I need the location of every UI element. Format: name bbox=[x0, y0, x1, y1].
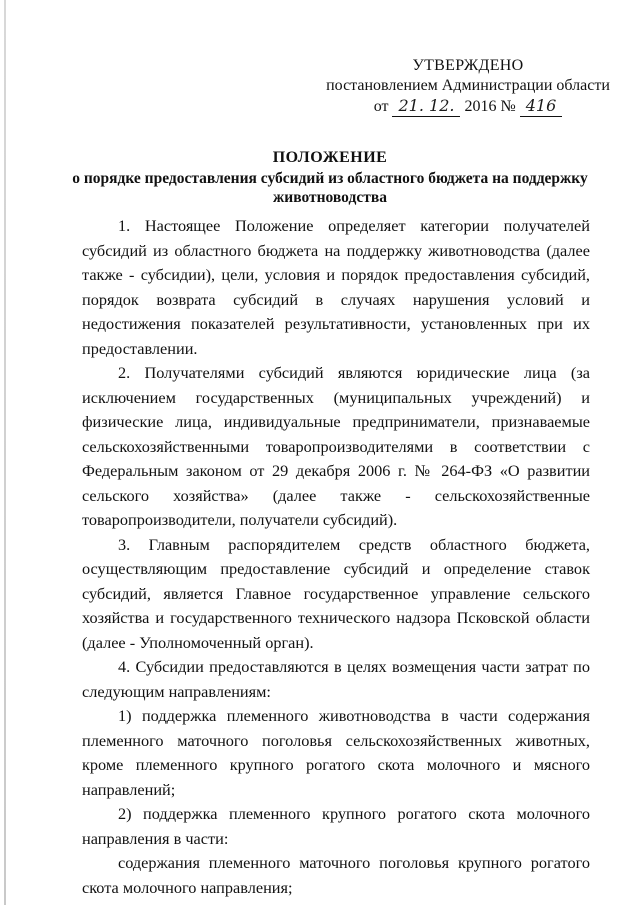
document-body bbox=[82, 214, 590, 900]
paragraph-3: 3. Главным распорядителем средств областного бюджета, осуществляющим предоставление субсидий и определение ставок субсидий, является Главное государственное управление сельского хозяйства и государственного технического надзора Псковской области (далее - Уполномоченный орган). bbox=[82, 534, 590, 652]
title-main: ПОЛОЖЕНИЕ bbox=[272, 149, 388, 166]
paragraph-4-item-1: 1) поддержка племенного животноводства в части содержания племенного маточного поголовья сельскохозяйственных животных, кроме племенного крупного рогатого скота молочного и мясного направлений; bbox=[82, 706, 590, 799]
paragraph-1: 1. Настоящее Положение определяет категории получателей субсидий из областного бюджета на поддержку животноводства (далее также - субсидии), цели, условия и порядок предоставления субсидий, порядок возврата субсидий в случаях нарушения условий и недостижения показателей результативности, установленных при их предоставлении. bbox=[82, 216, 590, 358]
paragraph-4-item-2-sub: содержания племенного маточного поголовья крупного рогатого скота молочного направления; bbox=[82, 853, 590, 897]
approval-date: 21. 12. bbox=[392, 96, 460, 117]
approval-stamp bbox=[318, 56, 618, 117]
approval-issuer: постановлением Администрации области bbox=[326, 77, 610, 94]
approval-number: 416 bbox=[520, 96, 563, 117]
title-subject: о порядке предоставления субсидий из областного бюджета на поддержку животноводства bbox=[72, 170, 588, 206]
document-title bbox=[60, 148, 600, 207]
approval-heading: УТВЕРЖДЕНО bbox=[412, 57, 524, 74]
approval-date-line bbox=[318, 96, 618, 117]
approval-year: 2016 № bbox=[464, 98, 516, 115]
paragraph-4: 4. Субсидии предоставляются в целях возмещения части затрат по следующим направлениям: bbox=[82, 657, 590, 701]
scan-edge bbox=[4, 0, 6, 905]
approval-date-prefix: от bbox=[373, 98, 389, 115]
paragraph-4-item-2: 2) поддержка племенного крупного рогатого скота молочного направления в части: bbox=[82, 804, 590, 848]
paragraph-2: 2. Получателями субсидий являются юридические лица (за исключением государственных (муниципальных учреждений) и физические лица, индивидуальные предприниматели, признаваемые сельскохозяйственными товаропроизводителями в соответствии с Федеральным законом от 29 декабря 2006 г. № 264-ФЗ «О развитии сельского хозяйства» (далее также - сельскохозяйственные товаропроизводители, получатели субсидий). bbox=[82, 363, 590, 529]
